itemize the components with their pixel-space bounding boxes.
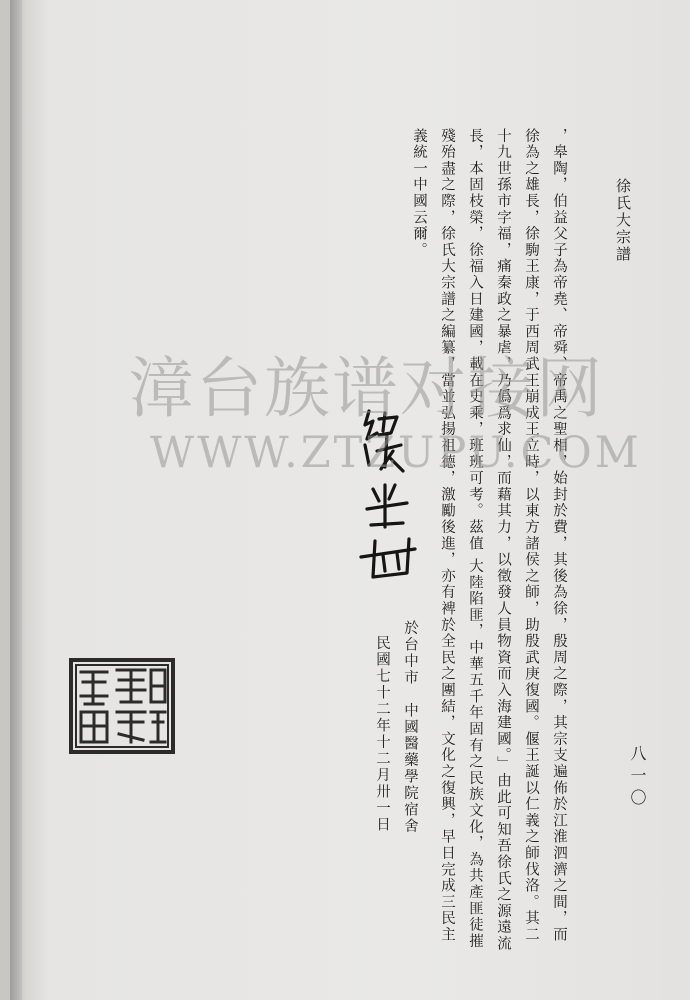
- body-column-2: 徐為之雄長，徐駒王康，于西周武王崩成王立時，以東方諸侯之師，助殷武庚復國。偃王誕以仁義之師伐洛。其二: [523, 128, 539, 943]
- running-head: 徐氏大宗譜: [614, 178, 632, 263]
- page-number: 八一〇: [628, 745, 647, 811]
- body-column-1: ，皋陶，伯益父子為帝堯、帝舜、帝禹之聖相，始封於費，其後為徐，殷周之際，其宗支遍佈於江淮泗濟之間，而: [551, 128, 567, 943]
- signoff-place: 於台中市 中國醫藥學院宿舍: [402, 620, 418, 835]
- book-spine: [10, 0, 22, 1000]
- book-page: [10, 0, 690, 1000]
- red-seal-stamp: [67, 656, 177, 756]
- watermark-chinese: 漳台族谱对接网: [128, 350, 604, 427]
- body-column-5: 殘殆盡之際，徐氏大宗譜之編纂，當並弘揚祖德，激勵後進，亦有裨於全民之團結，文化之復興，早日完成三民主: [439, 128, 455, 943]
- body-column-3: 十九世孫市字福，痛秦政之暴虐，乃僞爲求仙，而藉其力，以徵發人員物資而入海建國。」由此可知吾徐氏之源遠流: [495, 128, 511, 953]
- watermark-url: WWW.ZTZUPU.COM: [150, 428, 642, 478]
- body-column-4: 長，本固枝榮，徐福入日建國，載在史乘，班班可考。茲值 大陸陷匪，中華五千年固有之民族文化，為共產匪徒摧: [467, 128, 483, 950]
- body-column-6: 義統一中國云爾。: [411, 128, 427, 259]
- signoff-date: 民國七十二年十二月卅一日: [374, 635, 390, 833]
